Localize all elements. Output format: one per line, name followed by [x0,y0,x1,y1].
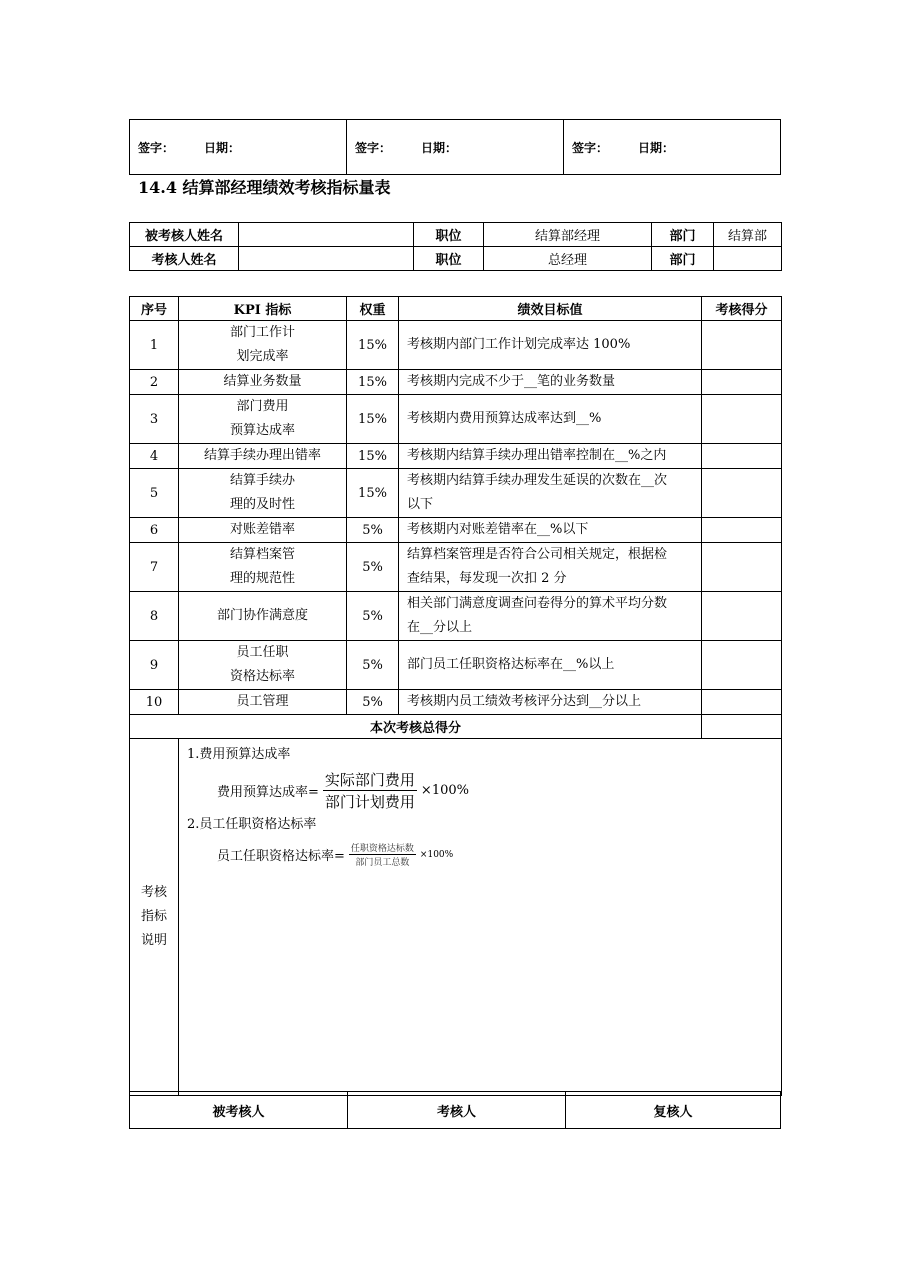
kpi-no: 3 [130,395,179,444]
kpi-name-line: 结算手续办理出错率 [203,448,321,463]
kpi-no: 9 [130,641,179,690]
kpi-row [130,641,782,690]
header-score: 考核得分 [702,297,782,321]
kpi-name-line: 对账差错率 [229,522,295,537]
kpi-weight: 15% [347,444,399,469]
dept-label: 部门 [652,223,714,247]
kpi-weight: 5% [347,518,399,543]
kpi-target-line: 相关部门满意度调查问卷得分的算术平均分数 [407,596,668,611]
kpi-name [179,370,347,395]
kpi-target-line: 考核期内结算手续办理发生延误的次数在__次 [407,473,668,488]
kpi-weight: 15% [347,395,399,444]
formula-2 [217,841,453,868]
assessee-name-value [239,223,414,247]
formula-2-fraction [349,841,416,868]
date-label: 日期： [204,140,241,155]
formula-1-fraction [323,769,417,812]
kpi-name [179,444,347,469]
kpi-name [179,469,347,518]
position-label: 职位 [414,247,484,271]
notes-label-line: 指标 [140,909,167,924]
notes-label-line: 说明 [140,933,167,948]
kpi-name-line: 员工管理 [236,694,289,709]
formula-2-title: 2.员工任职资格达标率 [187,817,317,832]
kpi-name-line: 结算档案管 [229,547,295,562]
dept-label: 部门 [652,247,714,271]
kpi-name-line: 部门协作满意度 [216,608,308,623]
kpi-score [702,690,782,715]
kpi-score [702,370,782,395]
kpi-row [130,518,782,543]
kpi-target-line: 查结果，每发现一次扣 2 分 [407,571,567,586]
kpi-weight: 5% [347,543,399,592]
formula-1 [217,769,469,812]
formula-2-lhs: 员工任职资格达标率= [217,849,345,864]
formula-1-denominator: 部门计划费用 [324,793,415,811]
info-table [129,222,782,271]
formula-1-lhs: 费用预算达成率= [217,785,319,800]
kpi-name [179,641,347,690]
formula-1-tail: ×100% [420,783,469,798]
kpi-target [399,641,702,690]
kpi-score [702,543,782,592]
kpi-target-line: 考核期内员工绩效考核评分达到__分以上 [407,694,642,709]
formula-2-tail: ×100% [419,849,454,860]
formula-2-denominator: 部门员工总数 [355,858,410,868]
kpi-target [399,469,702,518]
kpi-row [130,395,782,444]
kpi-score [702,444,782,469]
kpi-name-line: 部门费用 [236,399,289,414]
kpi-score [702,592,782,641]
kpi-target-line: 考核期内结算手续办理出错率控制在__%之内 [407,448,667,463]
kpi-weight: 5% [347,592,399,641]
date-label: 日期： [638,140,675,155]
kpi-no: 4 [130,444,179,469]
kpi-name [179,543,347,592]
kpi-name [179,592,347,641]
kpi-weight: 15% [347,321,399,370]
footer-assessee: 被考核人 [130,1092,348,1129]
notes-label-line: 考核 [140,885,167,900]
kpi-weight: 15% [347,469,399,518]
header-kpi: KPI 指标 [179,297,347,321]
kpi-name [179,690,347,715]
kpi-target-line: 部门员工任职资格达标率在__%以上 [407,657,615,672]
assessor-name-value [239,247,414,271]
kpi-target [399,592,702,641]
kpi-target [399,543,702,592]
kpi-name-line: 结算手续办 [229,473,295,488]
dept-value [714,247,782,271]
kpi-target [399,395,702,444]
kpi-target-line: 考核期内费用预算达成率达到__% [407,411,602,426]
signature-cell [564,120,781,175]
kpi-row [130,543,782,592]
kpi-row [130,444,782,469]
kpi-target-line: 在__分以上 [407,620,473,635]
kpi-name-line: 理的及时性 [229,497,295,512]
kpi-name-line: 结算业务数量 [223,374,302,389]
kpi-table [129,296,782,1096]
kpi-target [399,444,702,469]
notes-content [179,739,782,1096]
kpi-name [179,518,347,543]
header-weight: 权重 [347,297,399,321]
signature-table [129,119,781,175]
assessor-name-label: 考核人姓名 [130,247,239,271]
position-value: 总经理 [484,247,652,271]
kpi-weight: 15% [347,370,399,395]
kpi-row [130,592,782,641]
kpi-target [399,370,702,395]
position-value: 结算部经理 [484,223,652,247]
kpi-target-line: 考核期内部门工作计划完成率达 100% [407,337,631,352]
kpi-row [130,370,782,395]
kpi-row [130,690,782,715]
sign-label: 签字： [355,140,392,155]
formula-1-numerator: 实际部门费用 [324,771,415,789]
footer-table [129,1091,781,1129]
kpi-name [179,395,347,444]
kpi-score [702,469,782,518]
kpi-name-line: 资格达标率 [229,669,295,684]
kpi-score [702,321,782,370]
kpi-name-line: 预算达成率 [229,423,295,438]
footer-reviewer: 复核人 [566,1092,781,1129]
header-target: 绩效目标值 [399,297,702,321]
kpi-weight: 5% [347,641,399,690]
kpi-row [130,469,782,518]
kpi-target-line: 结算档案管理是否符合公司相关规定，根据检 [407,547,668,562]
formula-2-numerator: 任职资格达标数 [349,841,416,855]
kpi-no: 2 [130,370,179,395]
signature-cell [130,120,347,175]
kpi-target-line: 考核期内对账差错率在__%以下 [407,522,589,537]
kpi-row [130,321,782,370]
kpi-score [702,641,782,690]
kpi-no: 5 [130,469,179,518]
kpi-no: 8 [130,592,179,641]
kpi-target [399,690,702,715]
date-label: 日期： [421,140,458,155]
notes-label [130,739,179,1096]
dept-value: 结算部 [714,223,782,247]
sign-label: 签字： [138,140,175,155]
kpi-score [702,395,782,444]
kpi-no: 7 [130,543,179,592]
sign-label: 签字： [572,140,609,155]
kpi-name-line: 理的规范性 [229,571,295,586]
kpi-no: 6 [130,518,179,543]
kpi-score [702,518,782,543]
footer-assessor: 考核人 [348,1092,566,1129]
kpi-name-line: 员工任职 [236,645,289,660]
formula-1-title: 1.费用预算达成率 [187,747,291,762]
assessee-name-label: 被考核人姓名 [130,223,239,247]
kpi-name-line: 部门工作计 [229,325,295,340]
kpi-weight: 5% [347,690,399,715]
kpi-name-line: 划完成率 [236,349,289,364]
kpi-target [399,518,702,543]
header-no: 序号 [130,297,179,321]
signature-cell [347,120,564,175]
total-score-label: 本次考核总得分 [130,715,702,739]
kpi-target-line: 以下 [407,497,434,512]
kpi-target [399,321,702,370]
section-title: 14.4 结算部经理绩效考核指标量表 [138,178,391,197]
kpi-no: 10 [130,690,179,715]
kpi-name [179,321,347,370]
kpi-no: 1 [130,321,179,370]
position-label: 职位 [414,223,484,247]
kpi-target-line: 考核期内完成不少于__笔的业务数量 [407,374,616,389]
total-score-value [702,715,782,739]
